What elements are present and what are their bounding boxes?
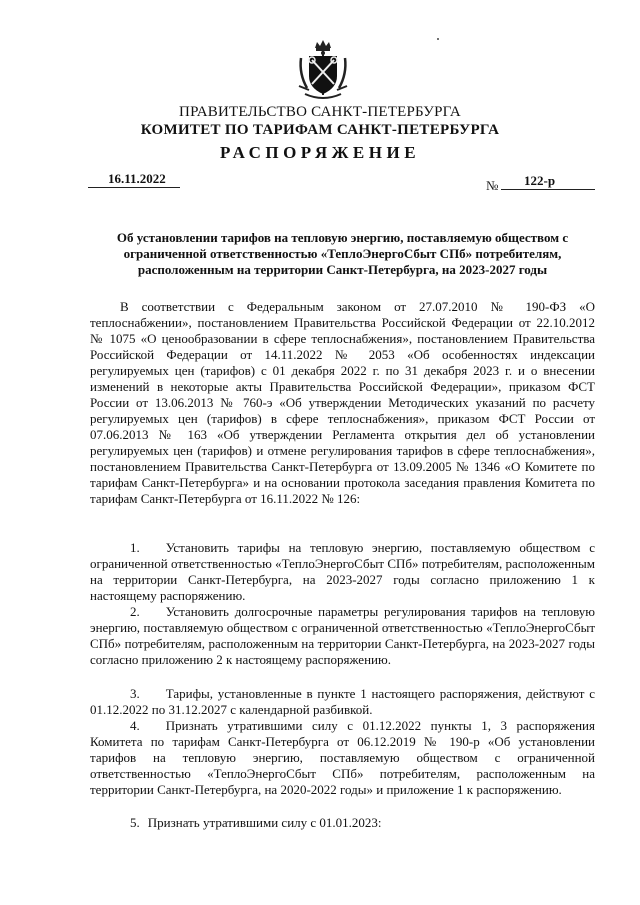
item-text: Тарифы, установленные в пункте 1 настоящего распоряжения, действуют с 01.12.2022 по 31.12.2027 с календарной разбивкой. bbox=[90, 686, 595, 717]
item-number: 3. bbox=[130, 686, 140, 701]
speck bbox=[437, 38, 439, 40]
document-type: РАСПОРЯЖЕНИЕ bbox=[219, 143, 421, 162]
preamble-paragraph: В соответствии с Федеральным законом от 27.07.2010 № 190-ФЗ «О теплоснабжении», постановлением Правительства Российской Федерации от 22.10.2012 № 1075 «О ценообразовании в сфере теплоснабжения», постановлением Правительства Российской Федерации от 14.11.2022 № 2053 «Об особенностях индексации регулируемых цен (тарифов) с 01 декабря 2022 г. по 31 декабря 2023 г. и о внесении изменений в некоторые акты Правительства Российской Федерации», приказом ФСТ России от 13.06.2013 № 760-э «Об утверждении Методических указаний по расчету регулируемых цен (тарифов) в сфере теплоснабжения», приказом ФСТ России от 07.06.2013 № 163 «Об утверждении Регламента открытия дел об установлении регулируемых цен (тарифов) и отмене регулирования тарифов в сфере теплоснабжения», постановлением Правительства Санкт-Петербурга от 13.09.2005 № 1346 «О Комитете по тарифам Санкт-Петербурга» и на основании протокола заседания правления Комитета по тарифам Санкт-Петербурга от 16.11.2022 № 126: bbox=[90, 299, 595, 506]
item-text: Установить тарифы на тепловую энергию, поставляемую обществом с ограниченной ответственностью «ТеплоЭнергоСбыт СПб» потребителям, расположенным на территории Санкт-Петербурга, на 2023-2027 годы согласно приложению 1 к настоящему распоряжению. bbox=[90, 540, 595, 603]
date-underline bbox=[88, 187, 180, 188]
item-number: 5. bbox=[130, 815, 140, 830]
item-5 bbox=[90, 815, 595, 831]
item-2 bbox=[90, 604, 595, 668]
document-number: 122-р bbox=[524, 173, 556, 188]
government-name: ПРАВИТЕЛЬСТВО САНКТ-ПЕТЕРБУРГА bbox=[179, 104, 461, 120]
document-title: Об установлении тарифов на тепловую энергию, поставляемую обществом с ограниченной ответственностью «ТеплоЭнергоСбыт СПб» потребителям, расположенным на территории Санкт-Петербурга, на 2023-2027 годы bbox=[116, 230, 569, 277]
item-1 bbox=[90, 540, 595, 604]
item-4 bbox=[90, 718, 595, 798]
number-underline bbox=[501, 189, 595, 190]
document-date: 16.11.2022 bbox=[108, 171, 166, 186]
number-label: № bbox=[486, 178, 499, 193]
item-number: 2. bbox=[130, 604, 140, 619]
item-text: Установить долгосрочные параметры регулирования тарифов на тепловую энергию, поставляемую обществом с ограниченной ответственностью «ТеплоЭнергоСбыт СПб» потребителям, расположенным на территории Санкт-Петербурга, на 2023-2027 годы согласно приложению 2 к настоящему распоряжению. bbox=[90, 604, 595, 667]
item-text: Признать утратившими силу с 01.01.2023: bbox=[147, 815, 382, 830]
coat-of-arms-emblem bbox=[297, 38, 349, 102]
item-text: Признать утратившими силу с 01.12.2022 пункты 1, 3 распоряжения Комитета по тарифам Санкт-Петербурга от 06.12.2019 № 190-р «Об установлении тарифов на тепловую энергию, поставляемую обществом с ограниченной ответственностью «ТеплоЭнергоСбыт СПб» потребителям, расположенным на территории Санкт-Петербурга, на 2020-2022 годы» и приложение 1 к распоряжению. bbox=[90, 718, 595, 797]
item-number: 1. bbox=[130, 540, 140, 555]
committee-name: КОМИТЕТ ПО ТАРИФАМ САНКТ-ПЕТЕРБУРГА bbox=[140, 122, 500, 138]
item-number: 4. bbox=[130, 718, 140, 733]
item-3 bbox=[90, 686, 595, 718]
